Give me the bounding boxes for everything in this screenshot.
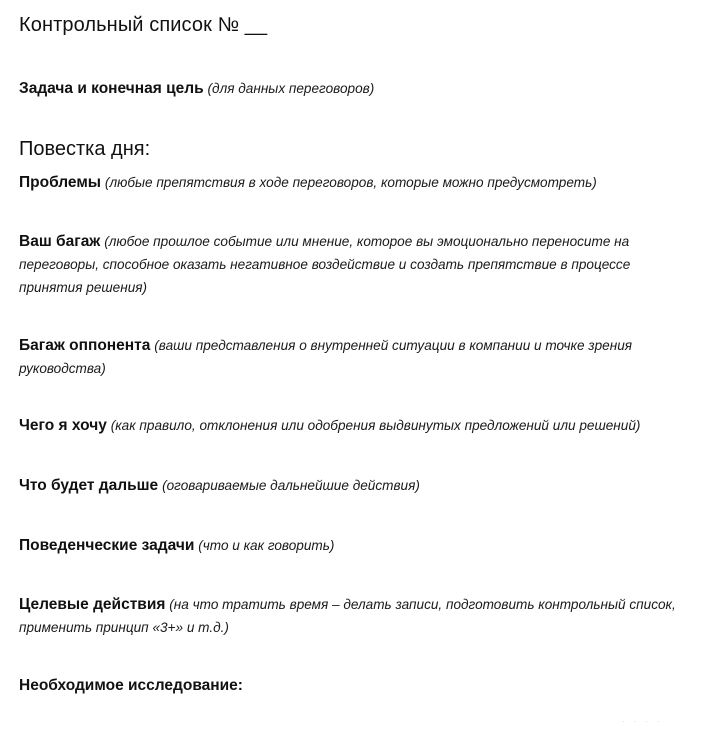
item-note: (оговариваемые дальнейшие действия): [162, 478, 420, 493]
item-term: Задача и конечная цель: [19, 80, 204, 97]
item-term: Чего я хочу: [19, 417, 107, 434]
item-term: Ваш багаж: [19, 233, 101, 250]
item-term: Поведенческие задачи: [19, 537, 195, 554]
item-note: (на что тратить время – делать записи, подготовить контрольный список, применить принцип «3+» и т.д.): [19, 597, 676, 635]
item-note: (любые препятствия в ходе переговоров, которые можно предусмотреть): [104, 175, 597, 190]
item-note: (любое прошлое событие или мнение, которое вы эмоционально переносите на переговоры, способное оказать негативное воздействие и создать препятствие в процессе принятия решения): [19, 234, 631, 295]
item-note: (что и как говорить): [198, 538, 335, 553]
item-term: Проблемы: [19, 174, 102, 191]
checklist-item-goal: [19, 77, 699, 100]
item-note: (ваши представления о внутренней ситуации в компании и точке зрения руководства): [19, 338, 633, 376]
checklist-item-problems: [19, 171, 699, 194]
item-term: Что будет дальше: [19, 477, 159, 494]
checklist-item-what-i-want: [19, 414, 699, 437]
agenda-heading: Повестка дня:: [19, 138, 151, 160]
item-term: Необходимое исследование:: [19, 677, 243, 694]
checklist-item-your-baggage: [19, 230, 691, 299]
checklist-item-behavioral-goals: [19, 534, 699, 557]
checklist-item-research: [19, 674, 699, 697]
item-note: (для данных переговоров): [207, 81, 375, 96]
item-note: (как правило, отклонения или одобрения выдвинутых предложений или решений): [110, 418, 641, 433]
item-term: Целевые действия: [19, 596, 166, 613]
item-term: Багаж оппонента: [19, 337, 151, 354]
faint-watermark: · · · ·: [622, 716, 663, 726]
checklist-item-opponent-baggage: [19, 334, 695, 380]
checklist-item-next-steps: [19, 474, 699, 497]
checklist-item-target-actions: [19, 593, 689, 639]
document-title: Контрольный список № __: [19, 14, 268, 36]
